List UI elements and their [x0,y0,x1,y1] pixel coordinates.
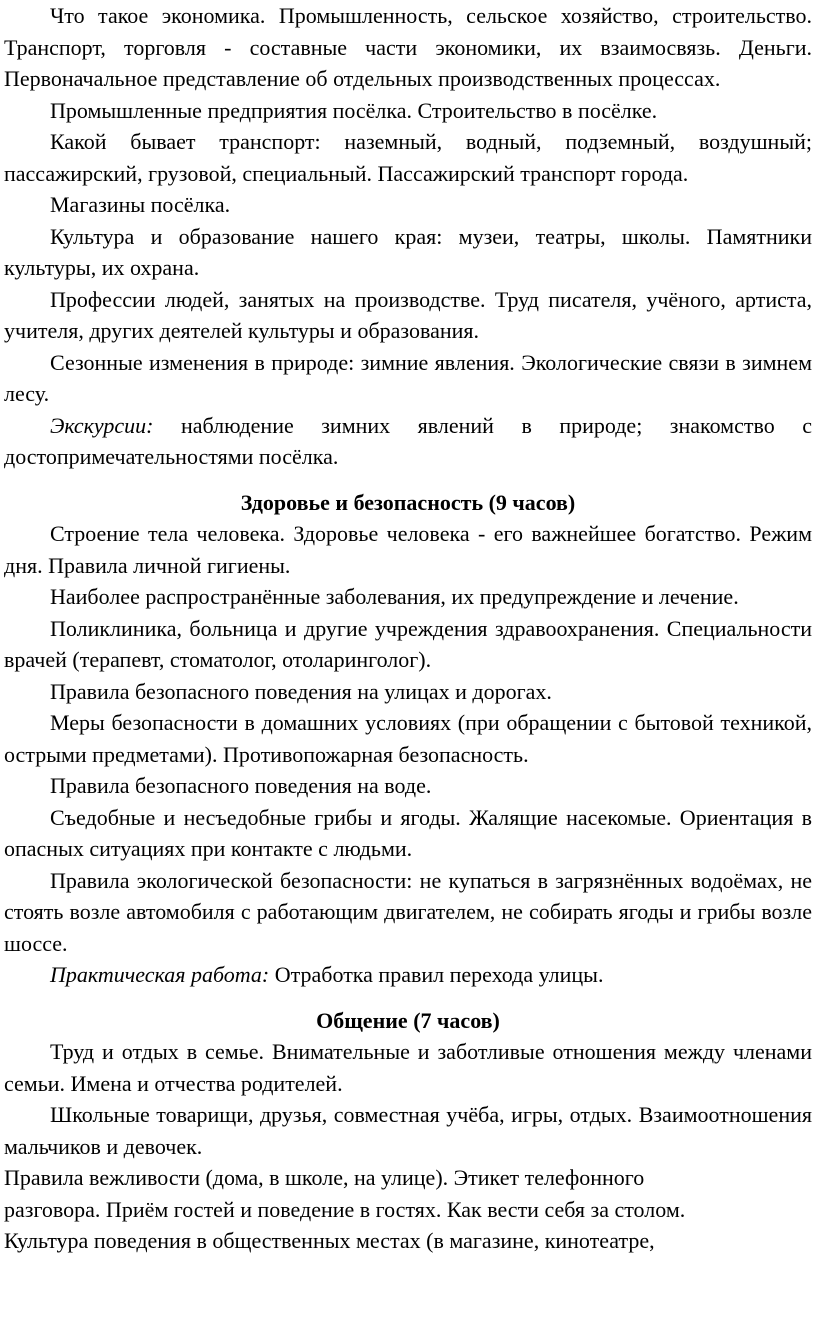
plain-line: разговора. Приём гостей и поведение в гостях. Как вести себя за столом. [4,1196,686,1222]
excursion-text: наблюдение зимних явлений в природе; знакомство с достопримечательностями посёлка. [4,412,812,469]
paragraph: Культура и образование нашего края: музеи, театры, школы. Памятники культуры, их охрана. [4,223,812,280]
practice-text: Отработка правил перехода улицы. [269,962,604,987]
paragraph: Что такое экономика. Промышленность, сельское хозяйство, строительство. Транспорт, торговля - составные части экономики, их взаимосвязь. Деньги. Первоначальное представление об отдельных производственных процессах. [4,3,812,91]
paragraph: Наиболее распространённые заболевания, их предупреждение и лечение. [50,584,739,609]
plain-line: Правила вежливости (дома, в школе, на улице). Этикет телефонного [4,1165,645,1190]
paragraph: Строение тела человека. Здоровье человека - его важнейшее богатство. Режим дня. Правила личной гигиены. [4,521,812,578]
paragraph: Школьные товарищи, друзья, совместная учёба, игры, отдых. Взаимоотношения мальчиков и девочек. [4,1102,812,1159]
section-heading-communication: Общение (7 часов) [316,1007,500,1033]
paragraph: Какой бывает транспорт: наземный, водный, подземный, воздушный; пассажирский, грузовой, специальный. Пассажирский транспорт города. [4,129,812,186]
section-heading-health: Здоровье и безопасность (9 часов) [240,489,576,515]
plain-line: Культура поведения в общественных местах (в магазине, кинотеатре, [4,1228,655,1253]
paragraph: Сезонные изменения в природе: зимние явления. Экологические связи в зимнем лесу. [4,349,812,406]
paragraph: Профессии людей, занятых на производстве. Труд писателя, учёного, артиста, учителя, других деятелей культуры и образования. [4,286,812,343]
paragraph: Промышленные предприятия посёлка. Строительство в посёлке. [50,97,658,123]
paragraph: Правила экологической безопасности: не купаться в загрязнённых водоёмах, не стоять возле автомобиля с работающим двигателем, не собирать ягоды и грибы возле шоссе. [4,867,812,956]
paragraph: Съедобные и несъедобные грибы и ягоды. Жалящие насекомые. Ориентация в опасных ситуациях при контакте с людьми. [4,804,812,861]
paragraph: Правила безопасного поведения на воде. [50,773,432,798]
practice-label: Практическая работа: [50,962,270,987]
paragraph: Магазины посёлка. [50,192,231,217]
practice-paragraph [4,959,812,991]
excursion-paragraph [4,410,812,473]
excursion-label: Экскурсии: [50,412,154,438]
paragraph: Труд и отдых в семье. Внимательные и заботливые отношения между членами семьи. Имена и отчества родителей. [4,1039,812,1096]
paragraph: Меры безопасности в домашних условиях (при обращении с бытовой техникой, острыми предметами). Противопожарная безопасность. [4,710,812,767]
paragraph: Правила безопасного поведения на улицах и дорогах. [50,678,552,704]
paragraph: Поликлиника, больница и другие учреждения здравоохранения. Специальности врачей (терапевт, стоматолог, отоларинголог). [4,615,812,672]
